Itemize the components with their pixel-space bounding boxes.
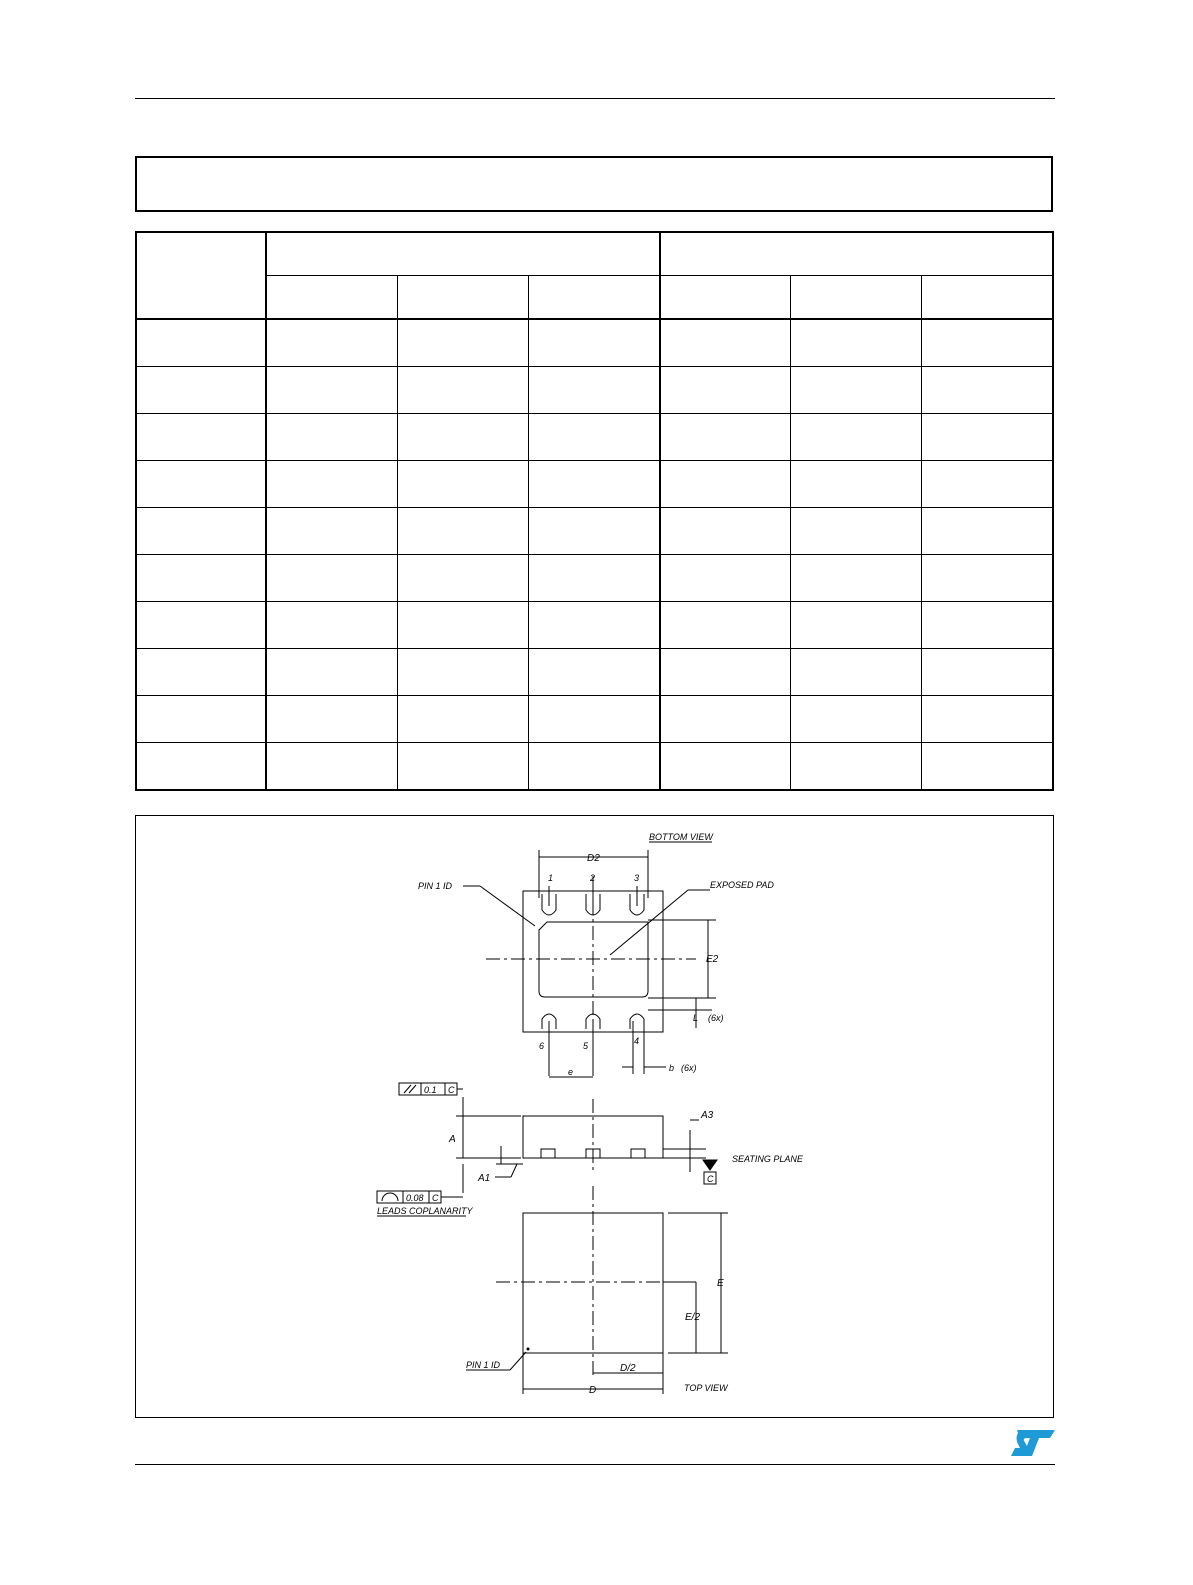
table-row <box>136 602 1053 649</box>
table-row <box>136 414 1053 461</box>
a1-label: A1 <box>478 1173 491 1184</box>
table-title-box <box>135 156 1053 212</box>
header-cell-dim <box>136 232 266 319</box>
st-logo-icon <box>1009 1426 1059 1460</box>
e2-label: E2 <box>706 954 719 965</box>
footer-rule <box>135 1464 1055 1465</box>
pin-4 <box>630 1014 644 1029</box>
b-count-label: (6x) <box>681 1063 697 1073</box>
datum-c-2: C <box>432 1193 439 1203</box>
coplanarity-value: 0.08 <box>406 1193 424 1203</box>
seating-plane-label: SEATING PLANE <box>732 1154 803 1164</box>
table-row <box>136 461 1053 508</box>
leads-coplanarity-label: LEADS COPLANARITY <box>377 1206 473 1216</box>
top-view-label: TOP VIEW <box>684 1383 728 1393</box>
l-label: L <box>693 1013 699 1023</box>
bottom-view-label: BOTTOM VIEW <box>649 832 713 842</box>
table-row <box>136 743 1053 791</box>
d-half-label: D/2 <box>620 1363 636 1374</box>
d-dim-label: D <box>589 1385 597 1396</box>
table-row <box>136 319 1053 367</box>
exposed-pad-label: EXPOSED PAD <box>710 880 774 890</box>
e-label: e <box>568 1067 574 1077</box>
datum-c-3: C <box>707 1174 714 1184</box>
table-row <box>136 508 1053 555</box>
subheader-cell <box>266 276 397 320</box>
table-row <box>136 555 1053 602</box>
l-count-label: (6x) <box>708 1013 724 1023</box>
e-half-label: E/2 <box>685 1312 701 1323</box>
pin2-label: 2 <box>590 873 596 883</box>
pin1-label: 1 <box>548 873 554 883</box>
table-row <box>136 367 1053 414</box>
subheader-cell <box>791 276 922 320</box>
pin1-dot <box>527 1348 529 1350</box>
pin5-label: 5 <box>583 1041 589 1051</box>
table-header-row <box>136 232 1053 276</box>
header-cell-group-2 <box>660 232 1053 276</box>
b-label: b <box>669 1063 675 1073</box>
subheader-cell <box>528 276 659 320</box>
dimensions-table <box>135 231 1054 791</box>
side-lead-1 <box>541 1149 555 1158</box>
seating-plane-marker <box>703 1160 717 1170</box>
table-row <box>136 696 1053 743</box>
package-drawing <box>136 816 1055 1419</box>
header-rule <box>135 98 1055 99</box>
pin1-id-top-label: PIN 1 ID <box>466 1360 501 1370</box>
datum-c-1: C <box>448 1085 455 1095</box>
pin3-label: 3 <box>634 873 640 883</box>
pin1-id-label: PIN 1 ID <box>418 881 453 891</box>
parallelism-value: 0.1 <box>424 1085 437 1095</box>
subheader-cell <box>397 276 528 320</box>
d2-label: D2 <box>587 853 600 864</box>
side-lead-3 <box>631 1149 645 1158</box>
a3-label: A3 <box>701 1110 714 1121</box>
subheader-cell <box>660 276 791 320</box>
package-drawing-box <box>135 815 1054 1418</box>
pin6-label: 6 <box>539 1041 545 1051</box>
subheader-cell <box>922 276 1053 320</box>
table-subheader-row <box>136 276 1053 320</box>
e-dim-label: E <box>717 1278 724 1289</box>
pin4-label: 4 <box>634 1036 640 1046</box>
header-cell-group-1 <box>266 232 659 276</box>
table-row <box>136 649 1053 696</box>
a-label: A <box>449 1134 456 1145</box>
